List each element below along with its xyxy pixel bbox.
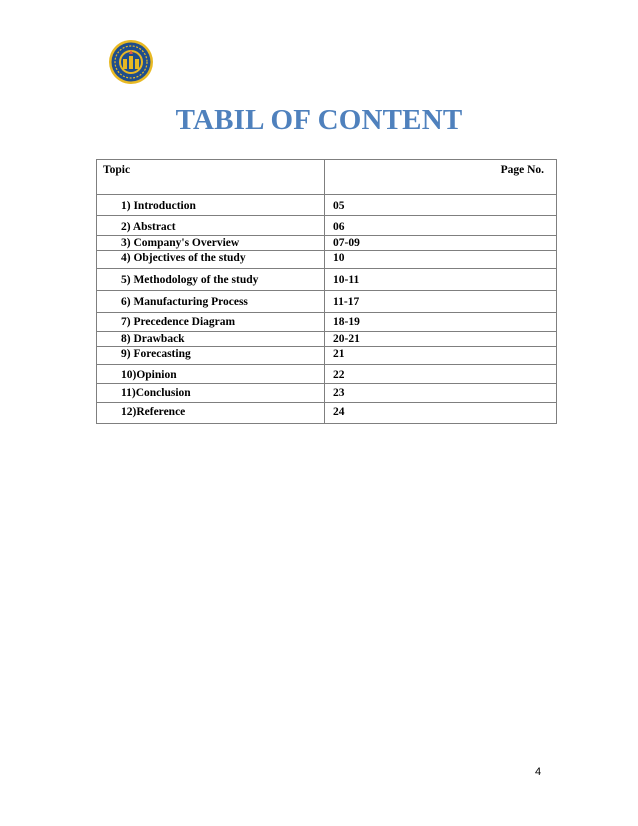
table-row	[97, 251, 557, 269]
university-seal-icon	[108, 39, 154, 85]
toc-page: 10-11	[325, 269, 557, 291]
toc-page: 20-21	[325, 332, 557, 347]
toc-topic: 6) Manufacturing Process	[97, 291, 325, 313]
toc-page: 07-09	[325, 236, 557, 251]
table-row	[97, 269, 557, 291]
toc-page: 23	[325, 384, 557, 403]
toc-topic: 9) Forecasting	[97, 347, 325, 365]
table-row	[97, 347, 557, 365]
toc-topic: 3) Company's Overview	[97, 236, 325, 251]
table-row	[97, 365, 557, 384]
header-page-no: Page No.	[325, 160, 557, 195]
toc-page: 24	[325, 403, 557, 424]
toc-page: 18-19	[325, 313, 557, 332]
table-header-row	[97, 160, 557, 195]
toc-page: 05	[325, 195, 557, 216]
table-row	[97, 195, 557, 216]
page-title	[0, 104, 638, 137]
toc-topic: 8) Drawback	[97, 332, 325, 347]
table-row	[97, 384, 557, 403]
toc-page: 06	[325, 216, 557, 236]
table-row	[97, 216, 557, 236]
toc-page: 11-17	[325, 291, 557, 313]
toc-page: 22	[325, 365, 557, 384]
table-row	[97, 332, 557, 347]
toc-topic: 11)Conclusion	[97, 384, 325, 403]
toc-page: 21	[325, 347, 557, 365]
page-number: 4	[535, 766, 542, 778]
toc-topic: 2) Abstract	[97, 216, 325, 236]
table-row	[97, 291, 557, 313]
toc-topic: 7) Precedence Diagram	[97, 313, 325, 332]
toc-page: 10	[325, 251, 557, 269]
table-row	[97, 313, 557, 332]
toc-topic: 10)Opinion	[97, 365, 325, 384]
toc-topic: 4) Objectives of the study	[97, 251, 325, 269]
toc-topic: 12)Reference	[97, 403, 325, 424]
toc-topic: 5) Methodology of the study	[97, 269, 325, 291]
table-row	[97, 236, 557, 251]
header-topic: Topic	[97, 160, 325, 195]
table-of-contents	[96, 159, 557, 424]
table-row	[97, 403, 557, 424]
page-title-text: TABIL OF CONTENT	[175, 104, 463, 136]
toc-topic: 1) Introduction	[97, 195, 325, 216]
